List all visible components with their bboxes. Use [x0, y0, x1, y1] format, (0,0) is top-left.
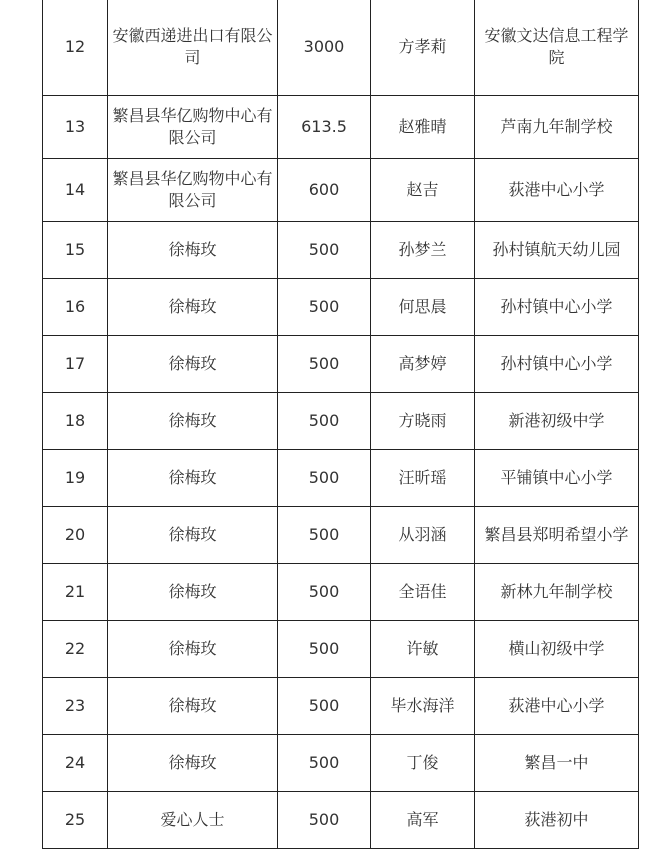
cell-donor: 安徽西递进出口有限公司: [108, 0, 278, 96]
cell-recipient: 丁俊: [371, 735, 475, 792]
cell-school: 荻港中心小学: [475, 159, 639, 222]
cell-amount: 613.5: [278, 96, 371, 159]
cell-donor: 徐梅玫: [108, 450, 278, 507]
cell-school: 孙村镇航天幼儿园: [475, 222, 639, 279]
cell-school: 安徽文达信息工程学院: [475, 0, 639, 96]
table-row: [43, 159, 639, 222]
cell-no: 12: [43, 0, 108, 96]
cell-no: 20: [43, 507, 108, 564]
cell-donor: 徐梅玫: [108, 507, 278, 564]
cell-school: 孙村镇中心小学: [475, 336, 639, 393]
cell-donor: 徐梅玫: [108, 678, 278, 735]
cell-school: 繁昌一中: [475, 735, 639, 792]
cell-no: 25: [43, 792, 108, 849]
cell-no: 15: [43, 222, 108, 279]
cell-no: 18: [43, 393, 108, 450]
table-row: [43, 621, 639, 678]
cell-school: 芦南九年制学校: [475, 96, 639, 159]
cell-amount: 500: [278, 564, 371, 621]
cell-donor: 徐梅玫: [108, 621, 278, 678]
cell-donor: 徐梅玫: [108, 222, 278, 279]
cell-amount: 500: [278, 621, 371, 678]
donation-table: [42, 0, 639, 849]
cell-school: 荻港初中: [475, 792, 639, 849]
cell-donor: 徐梅玫: [108, 735, 278, 792]
table-row: [43, 678, 639, 735]
cell-amount: 500: [278, 735, 371, 792]
cell-recipient: 全语佳: [371, 564, 475, 621]
cell-recipient: 孙梦兰: [371, 222, 475, 279]
cell-no: 22: [43, 621, 108, 678]
cell-recipient: 高军: [371, 792, 475, 849]
cell-amount: 500: [278, 507, 371, 564]
cell-amount: 500: [278, 393, 371, 450]
cell-donor: 徐梅玫: [108, 336, 278, 393]
cell-amount: 500: [278, 450, 371, 507]
cell-amount: 600: [278, 159, 371, 222]
cell-school: 繁昌县郑明希望小学: [475, 507, 639, 564]
cell-amount: 500: [278, 678, 371, 735]
table-row: [43, 279, 639, 336]
cell-school: 横山初级中学: [475, 621, 639, 678]
cell-recipient: 赵雅晴: [371, 96, 475, 159]
cell-no: 16: [43, 279, 108, 336]
cell-no: 13: [43, 96, 108, 159]
cell-school: 新港初级中学: [475, 393, 639, 450]
table-row: [43, 0, 639, 96]
cell-no: 23: [43, 678, 108, 735]
table-row: [43, 792, 639, 849]
table-row: [43, 735, 639, 792]
table-row: [43, 564, 639, 621]
cell-donor: 爱心人士: [108, 792, 278, 849]
cell-no: 21: [43, 564, 108, 621]
cell-donor: 徐梅玫: [108, 279, 278, 336]
cell-donor: 繁昌县华亿购物中心有限公司: [108, 96, 278, 159]
cell-amount: 500: [278, 792, 371, 849]
cell-school: 孙村镇中心小学: [475, 279, 639, 336]
table-row: [43, 96, 639, 159]
table-row: [43, 222, 639, 279]
cell-school: 新林九年制学校: [475, 564, 639, 621]
cell-donor: 徐梅玫: [108, 564, 278, 621]
cell-recipient: 许敏: [371, 621, 475, 678]
cell-recipient: 赵吉: [371, 159, 475, 222]
cell-donor: 繁昌县华亿购物中心有限公司: [108, 159, 278, 222]
cell-amount: 3000: [278, 0, 371, 96]
cell-recipient: 何思晨: [371, 279, 475, 336]
cell-no: 19: [43, 450, 108, 507]
cell-no: 17: [43, 336, 108, 393]
cell-amount: 500: [278, 336, 371, 393]
cell-recipient: 方晓雨: [371, 393, 475, 450]
cell-amount: 500: [278, 279, 371, 336]
cell-school: 荻港中心小学: [475, 678, 639, 735]
cell-recipient: 汪昕瑶: [371, 450, 475, 507]
cell-recipient: 从羽涵: [371, 507, 475, 564]
table-row: [43, 393, 639, 450]
table-body: [43, 0, 639, 849]
cell-no: 14: [43, 159, 108, 222]
cell-recipient: 高梦婷: [371, 336, 475, 393]
cell-donor: 徐梅玫: [108, 393, 278, 450]
cell-no: 24: [43, 735, 108, 792]
table-row: [43, 450, 639, 507]
cell-amount: 500: [278, 222, 371, 279]
cell-recipient: 毕水海洋: [371, 678, 475, 735]
table-row: [43, 336, 639, 393]
table-row: [43, 507, 639, 564]
cell-recipient: 方孝莉: [371, 0, 475, 96]
cell-school: 平铺镇中心小学: [475, 450, 639, 507]
